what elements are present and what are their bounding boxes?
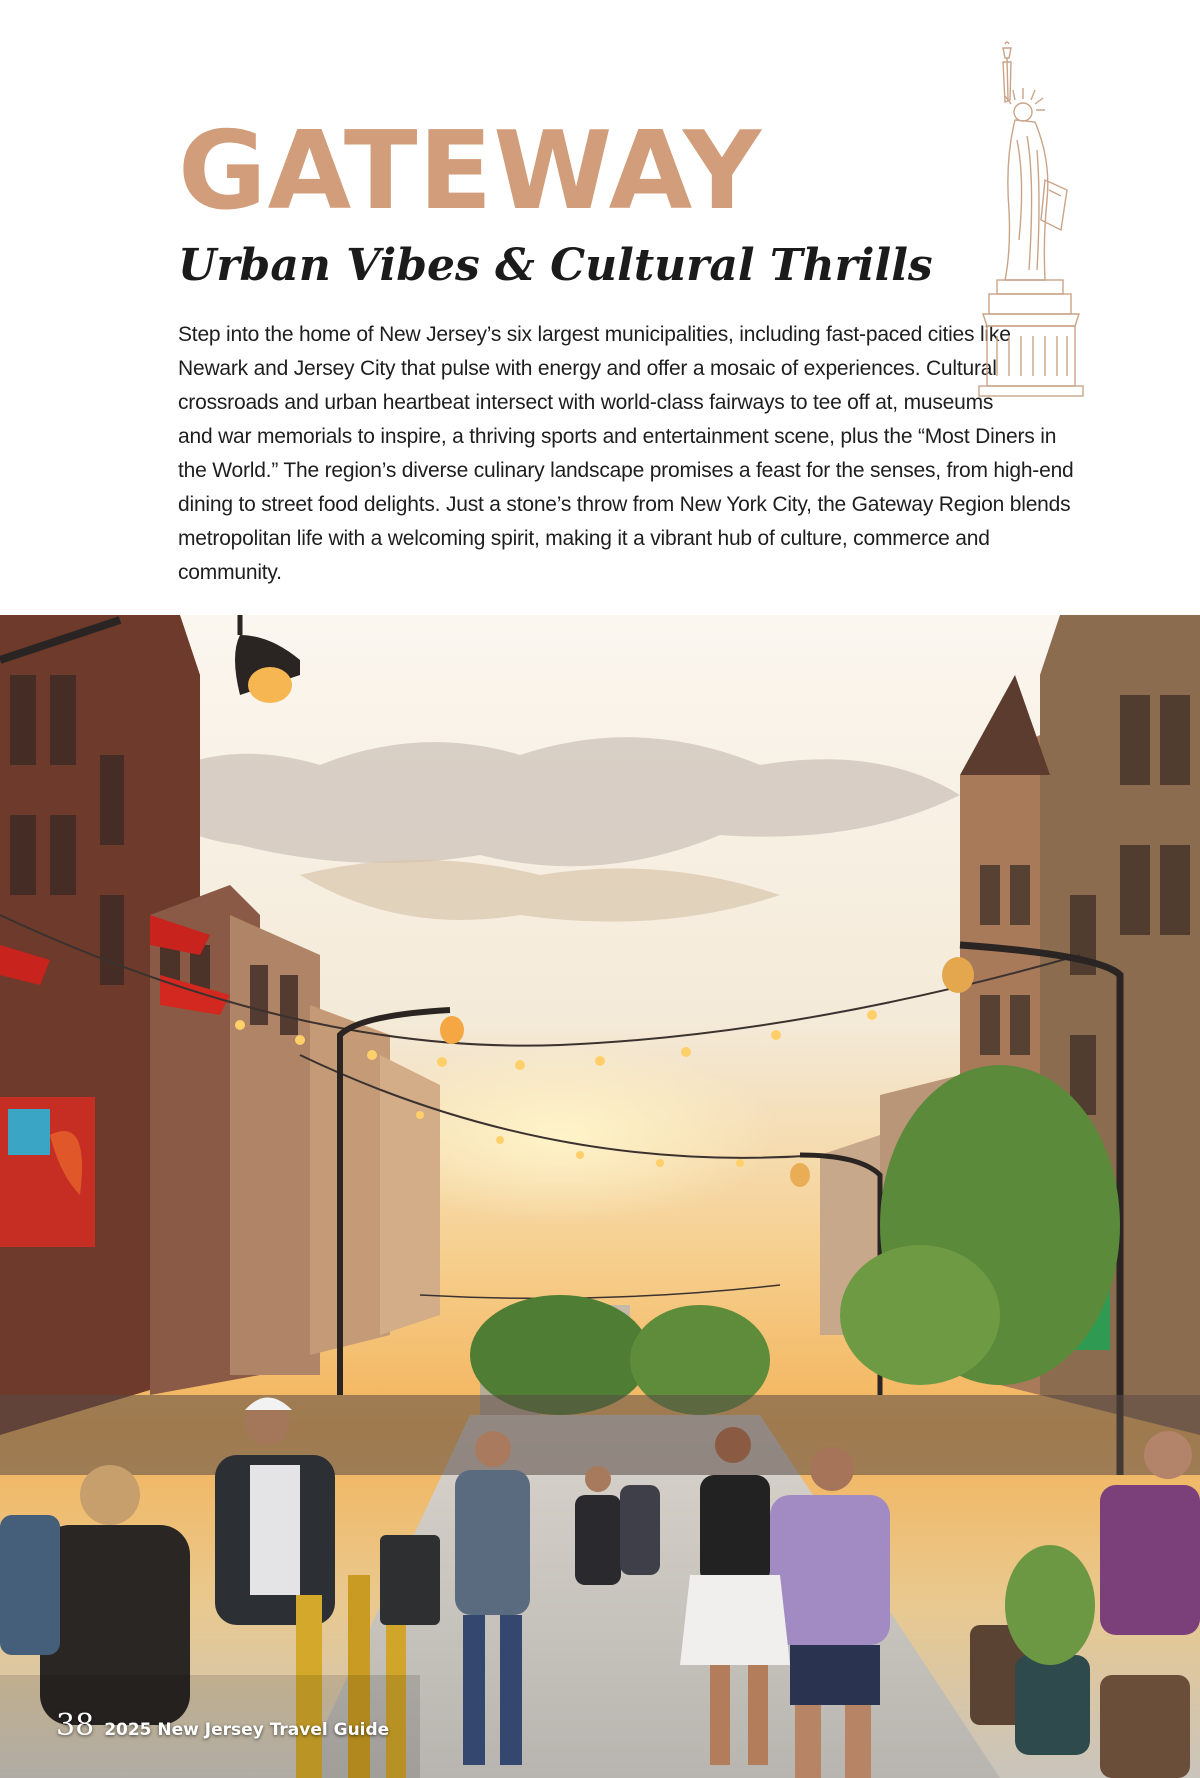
street-scene-photo <box>0 615 1200 1778</box>
intro-line: crossroads and urban heartbeat intersect with world-class fairways to tee off at, museums <box>178 391 994 414</box>
page-title: GATEWAY <box>178 109 763 234</box>
intro-line: metropolitan life with a welcoming spirit, making it a vibrant hub of culture, commerce and community. <box>178 527 990 584</box>
page-footer <box>56 1708 389 1743</box>
intro-line: the World.” The region’s diverse culinary landscape promises a feast for the senses, from high-end <box>178 459 1074 482</box>
intro-paragraph <box>178 318 1093 590</box>
page-subtitle: Urban Vibes & Cultural Thrills <box>178 240 933 291</box>
intro-line: and war memorials to inspire, a thriving sports and entertainment scene, plus the “Most Diners in <box>178 425 1057 448</box>
page-number: 38 <box>56 1708 95 1743</box>
intro-line: dining to street food delights. Just a stone’s throw from New York City, the Gateway Region blends <box>178 493 1071 516</box>
intro-line: Step into the home of New Jersey’s six largest municipalities, including fast-paced cities like <box>178 323 1011 346</box>
statue-of-liberty-icon <box>975 40 1087 400</box>
publication-name: 2025 New Jersey Travel Guide <box>104 1720 390 1740</box>
intro-line: Newark and Jersey City that pulse with energy and offer a mosaic of experiences. Cultural <box>178 357 997 380</box>
